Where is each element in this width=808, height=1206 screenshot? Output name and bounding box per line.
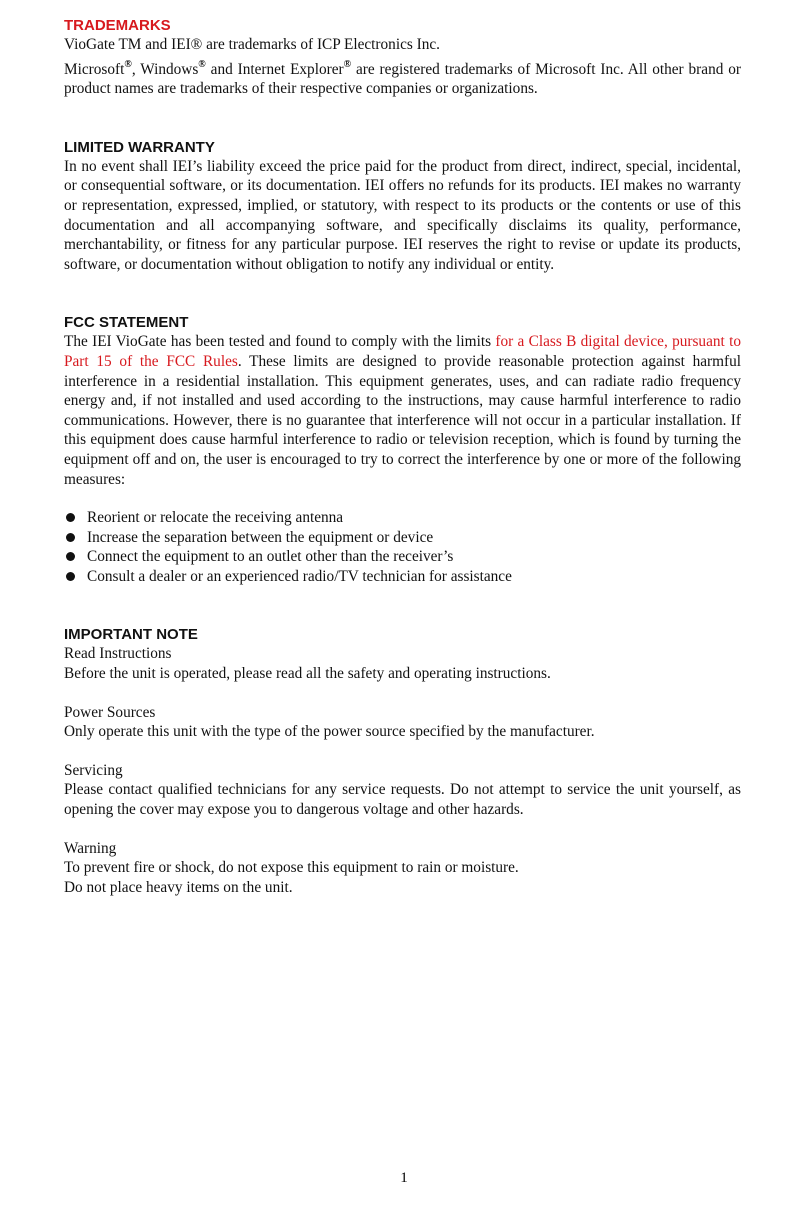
microsoft-text: Microsoft [64,60,125,78]
bullet-icon [66,552,75,561]
trademarks-line: VioGate TM and IEI® are trademarks of ICP Electronics Inc. [64,36,440,53]
important-note-section [64,625,741,897]
list-item [64,508,741,528]
warranty-heading: LIMITED WARRANTY [64,138,215,156]
warning-title: Warning [64,839,117,857]
important-heading: IMPORTANT NOTE [64,626,198,644]
power-sources-text: Only operate this unit with the type of the power source specified by the manufacturer. [64,723,595,741]
warranty-text: In no event shall IEI’s liability exceed the price paid for the product from direct, indirect, special, incidental, or consequential software, or its documentation. IEI offers no refunds for its products. IEI makes no warranty or representation, expressed, implied, or statutory, with respect to its products or the contents or use of this documentation and all accompanying software, and specifically disclaims its quality, performance, merchantability, or fitness for any particular purpose. IEI reserves the right to revise or update its products, software, or documentation without obligation to notify any individual or entity. [64,157,741,273]
read-instructions-text: Before the unit is operated, please read all the safety and operating instructions. [64,665,551,683]
trademarks-section [64,16,741,99]
registered-mark: ® [124,58,132,70]
trademarks-rest-text: are registered trademarks of Microsoft Inc. All other brand or product names are trademarks of their respective companies or organizations. [64,60,741,98]
windows-text: , Windows [131,60,199,78]
servicing-text: Please contact qualified technicians for any service requests. Do not attempt to service the unit yourself, as opening the cover may expose you to dangerous voltage and other hazards. [64,781,741,819]
list-item [64,547,741,567]
warning-line-2: Do not place heavy items on the unit. [64,878,293,896]
fcc-text-after: . These limits are designed to provide reasonable protection against harmful interference in a residential installation. This equipment generates, uses, and can radiate radio frequency energy and, if not installed and used according to the instructions, may cause harmful interference to radio communications. However, there is no guarantee that interference will not occur in a particular installation. If this equipment does cause harmful interference to radio or television reception, which is found by turning the equipment off and on, the user is encouraged to try to correct the interference by one or more of the following measures: [64,352,741,488]
fcc-heading: FCC STATEMENT [64,314,189,332]
read-instructions-title: Read Instructions [64,645,172,663]
measure-text: Connect the equipment to an outlet other than the receiver’s [87,548,454,566]
registered-mark: ® [343,58,352,70]
explorer-text: and Internet Explorer [205,60,344,78]
servicing-title: Servicing [64,761,123,779]
fcc-text [64,332,741,489]
fcc-measures-list [64,508,741,586]
list-item [64,567,741,587]
microsoft-trademarks-paragraph [64,60,741,99]
fcc-statement-section [64,313,741,586]
page-number: 1 [400,1170,408,1186]
registered-mark: ® [198,58,206,70]
fcc-text-before: The IEI VioGate has been tested and found to comply with the limits [64,333,496,351]
list-item [64,528,741,548]
fcc-class-b-highlight: for a Class B digital device, pursuant to Part 15 of the FCC Rules [64,333,741,370]
measure-text: Increase the separation between the equipment or device [87,528,434,546]
trademarks-heading: TRADEMARKS [64,17,171,34]
bullet-icon [66,513,75,522]
measure-text: Reorient or relocate the receiving antenna [87,509,344,527]
warning-line-1: To prevent fire or shock, do not expose this equipment to rain or moisture. [64,859,519,877]
power-sources-title: Power Sources [64,703,156,721]
bullet-icon [66,533,75,542]
limited-warranty-section [64,138,741,275]
measure-text: Consult a dealer or an experienced radio/TV technician for assistance [87,567,512,585]
bullet-icon [66,572,75,581]
